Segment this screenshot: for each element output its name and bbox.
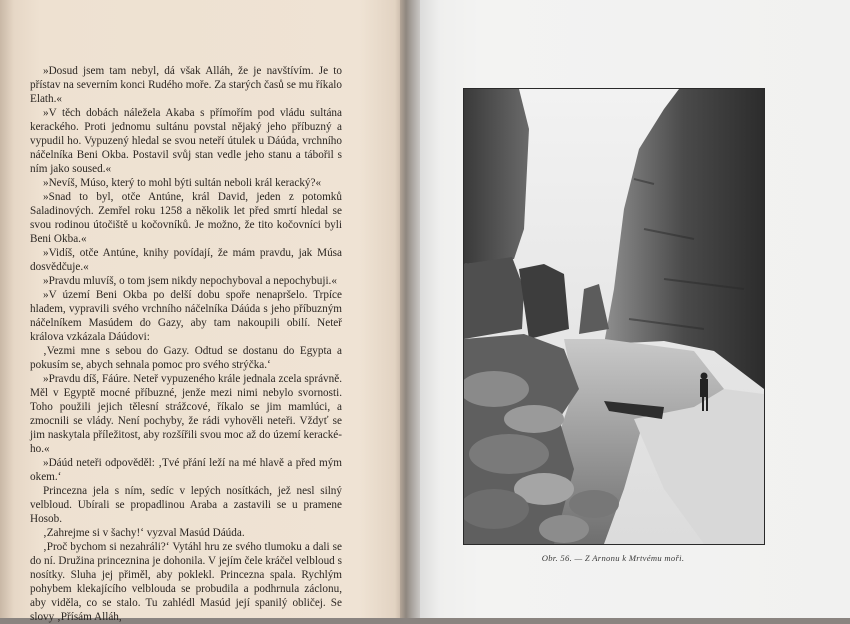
paragraph: ‚Proč bychom si nezahráli?‘ Vytáhl hru ze svého tlumoku a dali se do ní. Družina princeznina je dohonila. V jejím čele kráčel velbloud s nosítky. Sluha jej přiměl, aby poklekl. Princezna spala. Rychlým pohybem klekajícího velblouda se probudila a podhrnula záclonu, aby viděla, co se stalo. Tu zahlédl Masúd její spanilý obličej. Se slovy ‚Přísám Alláh,: [30, 541, 342, 623]
paragraph: »Pravdu díš, Fáúre. Neteř vypuzeného krále jednala zcela správně. Měl v Egyptě mocné příbuzné, jenže mezi nimi nebylo svornosti. Toho použili jejich tělesní strážcové, říkalo se jim mamlúci, a zmocnili se vlády. Není pochyby, že rádi vyhověli neteři. Vždyť se jim naskytala příležitost, aby rozšířili svou moc až do území kerackého.«: [30, 373, 342, 455]
paragraph: »V těch dobách náležela Akaba s přímořím pod vládu sultána kerackého. Proti jednomu sultánu povstal nějaký jeho příbuzný a vypudil ho. Vypuzený hledal se svou neteří útulek u Dáúda, vrchního náčelníka Beni Okba. Postavil svůj stan vedle jeho stanu a tábořil s ním jako soused.«: [30, 107, 342, 175]
paragraph: »Nevíš, Músо, který to mohl býti sultán neboli král keracký?«: [43, 177, 322, 189]
left-page: [0, 0, 405, 623]
paragraph: »Dosud jsem tam nebyl, dá však Alláh, že je navštívím. Je to přístav na severním konci Rudého moře. Za starých časů se mu říkalo Elath.«: [30, 65, 342, 105]
paragraph: »Pravdu mluvíš, o tom jsem nikdy nepochyboval a nepochybuji.«: [43, 275, 337, 287]
paragraph: »Dáúd neteři odpověděl: ‚Tvé přání leží na mé hlavě a před mým okem.‘: [30, 457, 342, 483]
paragraph: »Vidíš, otče Antúne, knihy povídají, že mám pravdu, jak Músa dosvědčuje.«: [30, 247, 342, 273]
paragraph: »V území Beni Okba po delší dobu spoře nenapršelo. Trpíce hladem, vypravili svého vrchního náčelníka Dáúda s jeho příbuzným náčelníkem Masúdem do Gazy, aby tam nakoupili obilí. Neteř králova vzkázala Dáúdovi:: [30, 289, 342, 343]
gorge-photograph: [463, 88, 765, 545]
paragraph: ‚Vezmi mne s sebou do Gazy. Odtud se dostanu do Egypta a pokusím se, abych sehnala pomoc pro svého strýčka.‘: [30, 345, 342, 371]
paragraph: »Snad to byl, otče Antúne, král David, jeden z potomků Saladinových. Zemřel roku 1258 a několik let před smrtí hledal se svou rodinou útočiště u kočovníků. Je možno, že tito kočovníci byli Beni Okba.«: [30, 191, 342, 245]
body-text: [30, 64, 342, 624]
paragraph: ‚Zahrejme si v šachy!‘ vyzval Masúd Dáúda.: [43, 527, 245, 539]
figure-caption: Obr. 56. — Z Arnonu k Mrtvému moři.: [541, 553, 685, 563]
paragraph: Princezna jela s ním, sedíc v lepých nosítkách, jež nesl silný velbloud. Ubírali se propadlinou Araba a zastavili se u pramene Hosob.: [30, 485, 342, 525]
